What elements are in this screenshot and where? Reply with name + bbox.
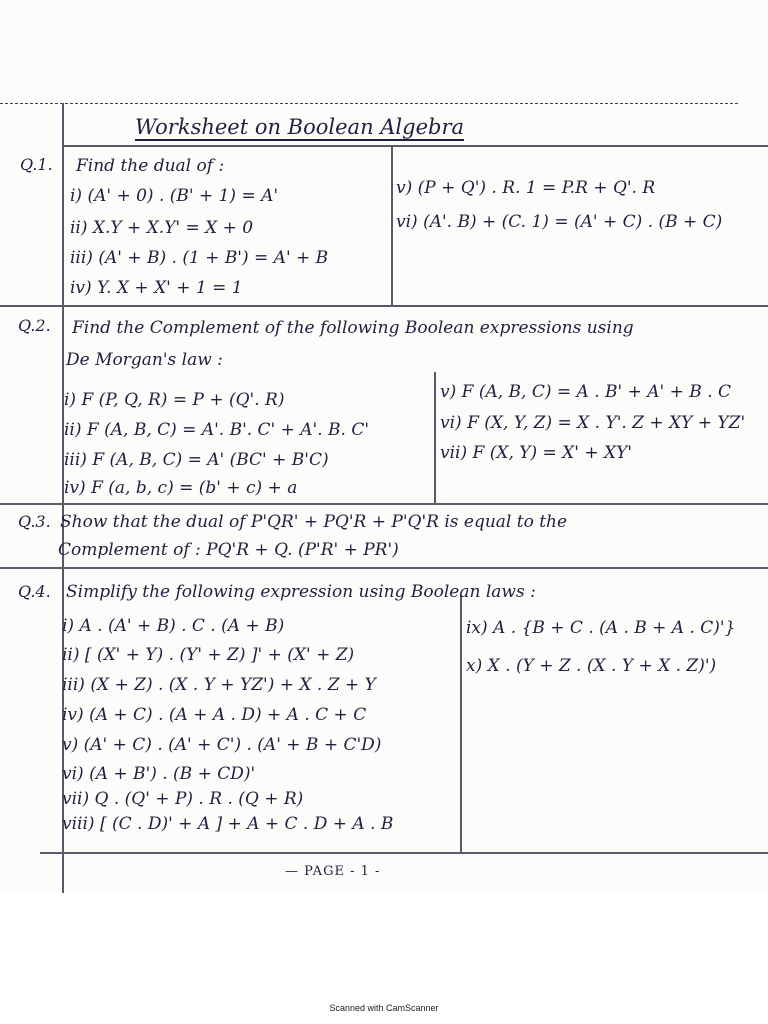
q4-item-8: viii) [ (C . D)' + A ] + A + C . D + A . B xyxy=(62,814,394,834)
q4-item-2: ii) [ (X' + Y) . (Y' + Z) ]' + (X' + Z) xyxy=(62,645,355,665)
q4-item-4: iv) (A + C) . (A + A . D) + A . C + C xyxy=(62,705,367,725)
q4-number: Q.4. xyxy=(18,582,51,601)
q2-item-1: i) F (P, Q, R) = P + (Q'. R) xyxy=(64,390,285,410)
q2-item-5: v) F (A, B, C) = A . B' + A' + B . C xyxy=(440,382,731,402)
q4-prompt: Simplify the following expression using Boolean laws : xyxy=(66,582,536,602)
q1-item-4: iv) Y. X + X' + 1 = 1 xyxy=(70,278,243,298)
q2-number: Q.2. xyxy=(18,316,51,335)
q1-item-5: v) (P + Q') . R. 1 = P.R + Q'. R xyxy=(396,178,656,198)
page-number: — PAGE - 1 - xyxy=(285,864,381,879)
q4-item-1: i) A . (A' + B) . C . (A + B) xyxy=(62,616,285,636)
q4-item-6: vi) (A + B') . (B + CD)' xyxy=(62,764,256,784)
q3-number: Q.3. xyxy=(18,512,51,531)
q1-number: Q.1. xyxy=(20,155,53,174)
q2-item-7: vii) F (X, Y) = X' + XY' xyxy=(440,443,632,463)
q4-item-9: ix) A . {B + C . (A . B + A . C)'} xyxy=(466,618,736,638)
q4-item-5: v) (A' + C) . (A' + C') . (A' + B + C'D) xyxy=(62,735,382,755)
q2-prompt-line-2: De Morgan's law : xyxy=(66,350,223,370)
page-title: Worksheet on Boolean Algebra xyxy=(135,115,465,139)
q2-item-6: vi) F (X, Y, Z) = X . Y'. Z + XY + YZ' xyxy=(440,413,746,433)
q2-prompt-line-1: Find the Complement of the following Boolean expressions using xyxy=(72,318,634,338)
q2-item-2: ii) F (A, B, C) = A'. B'. C' + A'. B. C' xyxy=(64,420,370,440)
q4-bottom-rule xyxy=(40,852,768,854)
q4-item-3: iii) (X + Z) . (X . Y + YZ') + X . Z + Y xyxy=(62,675,376,695)
q1-item-3: iii) (A' + B) . (1 + B') = A' + B xyxy=(70,248,329,268)
q2-item-3: iii) F (A, B, C) = A' (BC' + B'C) xyxy=(64,450,329,470)
q2-item-4: iv) F (a, b, c) = (b' + c) + a xyxy=(64,478,298,498)
q4-item-10: x) X . (Y + Z . (X . Y + X . Z)') xyxy=(466,656,717,676)
q4-column-divider xyxy=(460,595,462,852)
q3-line-2: Complement of : PQ'R + Q. (P'R' + PR') xyxy=(58,540,399,560)
q1-column-divider xyxy=(391,145,393,305)
q1-item-6: vi) (A'. B) + (C. 1) = (A' + C) . (B + C) xyxy=(396,212,723,232)
q1-item-1: i) (A' + 0) . (B' + 1) = A' xyxy=(70,186,279,206)
top-dashed-rule xyxy=(0,103,738,104)
q2-column-divider xyxy=(434,372,436,503)
q2-bottom-rule xyxy=(0,503,768,505)
q1-box-top-rule xyxy=(62,145,768,147)
q1-item-2: ii) X.Y + X.Y' = X + 0 xyxy=(70,218,254,238)
scanner-watermark: Scanned with CamScanner xyxy=(329,1003,439,1013)
q3-bottom-rule xyxy=(0,567,768,569)
q1-prompt: Find the dual of : xyxy=(76,156,225,176)
q3-line-1: Show that the dual of P'QR' + PQ'R + P'Q'R is equal to the xyxy=(60,512,568,532)
q4-item-7: vii) Q . (Q' + P) . R . (Q + R) xyxy=(62,789,304,809)
q1-bottom-rule xyxy=(0,305,768,307)
